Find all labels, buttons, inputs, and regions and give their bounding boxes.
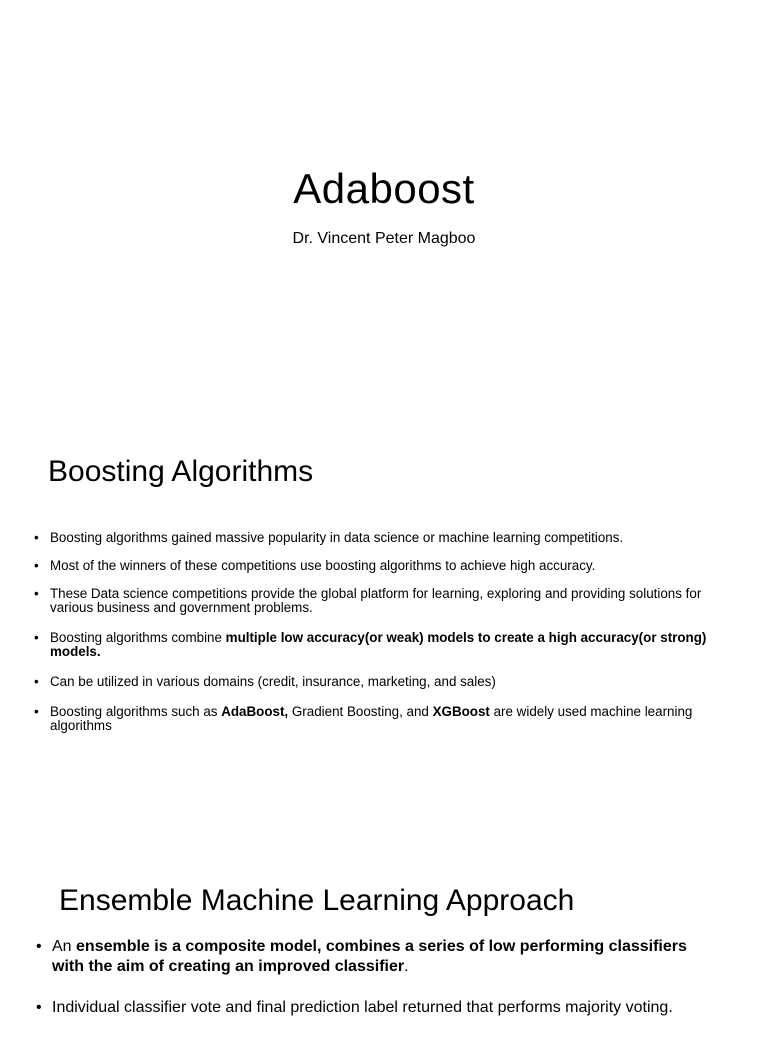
bullet-bold-text: ensemble is a composite model, combines a series of low performing classifiers with the aim of creating an improved classifier [52,938,687,975]
ensemble-slide [0,840,768,1024]
bullet-item [50,631,720,659]
title-slide [0,0,768,400]
presentation-title: Adaboost [293,165,475,212]
bullet-text: Boosting algorithms gained massive popularity in data science or machine learning competitions. [50,530,624,545]
bullet-bold-xgboost: XGBoost [432,704,490,719]
bullet-text: . [404,958,409,975]
bullet-text: Individual classifier vote and final prediction label returned that performs majority voting. [52,999,673,1016]
bullet-text: An [52,938,77,955]
bullet-item [50,559,720,573]
bullet-item [50,531,720,545]
bullet-bold-text: multiple low accuracy(or weak) models to create a high accuracy(or strong) models. [50,630,707,659]
bullet-text: Most of the winners of these competitions use boosting algorithms to achieve high accuracy. [50,558,596,573]
slide-heading-boosting: Boosting Algorithms [48,455,314,488]
bullet-text: Can be utilized in various domains (credit, insurance, marketing, and sales) [50,674,496,689]
boosting-bullet-list [50,531,720,748]
boosting-slide [0,400,768,840]
bullet-item [50,705,720,733]
slide-heading-ensemble: Ensemble Machine Learning Approach [59,884,575,917]
bullet-item [50,587,720,615]
bullet-bold-adaboost: AdaBoost, [221,704,289,719]
bullet-item [52,937,692,977]
bullet-item [52,998,692,1018]
author-name: Dr. Vincent Peter Magboo [292,230,476,247]
bullet-text: are widely used machine learning algorithms [50,704,693,733]
bullet-text: Boosting algorithms such as [50,704,222,719]
bullet-text: These Data science competitions provide the global platform for learning, exploring and providing solutions for various business and government problems. [50,586,702,615]
bullet-text: Boosting algorithms combine [50,630,226,645]
bullet-item [50,675,720,689]
bullet-text: Gradient Boosting, and [288,704,433,719]
